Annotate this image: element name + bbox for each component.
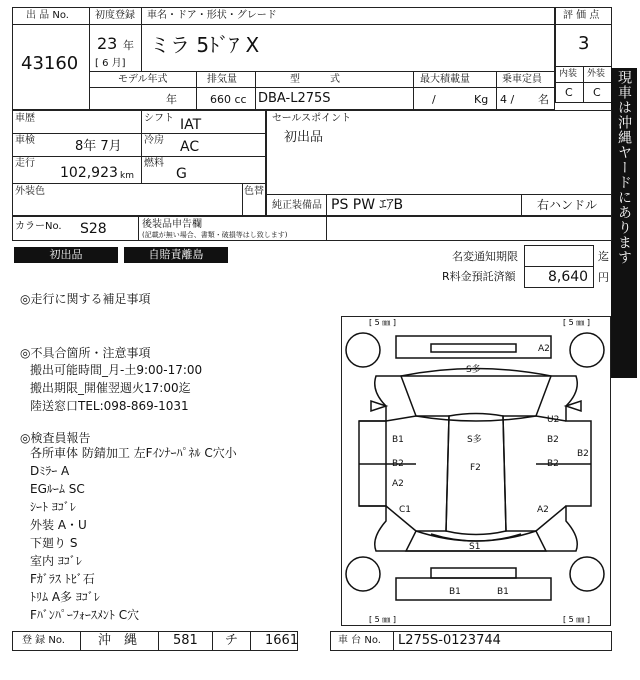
exterior-grade: C xyxy=(593,86,601,99)
mark-f2: F2 xyxy=(470,463,481,473)
first-listing-badge: 初出品 xyxy=(14,247,118,263)
mark-b1-rear-left: B1 xyxy=(449,587,461,597)
max-load-unit: Kg xyxy=(474,93,489,106)
recycle-fee-value: 8,640 xyxy=(548,269,589,285)
sales-point-label: セールスポイント xyxy=(272,113,352,124)
tread-depth-label: [ 5 ㎜ ] xyxy=(563,318,590,327)
notice-deadline-label: 名変通知期限 xyxy=(452,250,518,263)
inspector-line: 下廻り S xyxy=(30,536,78,550)
mileage-value: 102,923 xyxy=(60,165,118,181)
mileage-unit: km xyxy=(120,171,134,181)
mark-s-multi-roof: S多 xyxy=(467,435,482,445)
score-value: 3 xyxy=(578,33,590,54)
aftermarket-note: (記載が無い場合、書類・破損等はし致します) xyxy=(142,231,288,239)
mark-s1: S1 xyxy=(469,542,481,552)
capacity-label: 乗車定員 xyxy=(502,74,542,85)
interior-label: 内装 xyxy=(559,69,578,79)
mark-b2-right-door: B2 xyxy=(547,435,559,445)
color-no-value: S28 xyxy=(80,221,107,237)
recolor-label: 色替 xyxy=(244,186,264,197)
mark-b2-right-edge: B2 xyxy=(577,449,589,459)
interior-grade: C xyxy=(565,86,573,99)
chassis-no: L275S-0123744 xyxy=(398,633,501,648)
chassis-no-label: 車 台 No. xyxy=(338,635,381,646)
inspector-line: Fﾊﾞﾝﾊﾟｰﾌｫｰｽﾒﾝﾄ C穴 xyxy=(30,608,140,622)
liability-badge: 自賠責離島 xyxy=(124,247,228,263)
inspector-line: EGﾙｰﾑ SC xyxy=(30,482,85,496)
type-value: DBA-L275S xyxy=(258,91,331,106)
displacement-label: 排気量 xyxy=(207,74,237,85)
cooler-label: 冷房 xyxy=(144,135,164,146)
car-name-label: 車名・ドア・形状・グレード xyxy=(147,10,277,21)
mark-a2-left: A2 xyxy=(392,479,404,489)
aftermarket-label: 後装品申告欄 xyxy=(142,219,202,230)
inspection-value: 8年 7月 xyxy=(75,139,122,154)
front-bumper xyxy=(396,336,551,358)
exterior-label: 外装 xyxy=(587,69,606,79)
inspector-title: ◎検査員報告 xyxy=(20,431,91,445)
shift-label: シフト xyxy=(144,113,174,124)
roof xyxy=(446,414,506,535)
shift-value: IAT xyxy=(180,117,202,133)
notice-deadline-unit: 迄 xyxy=(598,250,609,263)
mark-b2-right-rear: B2 xyxy=(547,459,559,469)
first-reg-year-unit: 年 xyxy=(123,39,134,52)
defect-line: 搬出期限_開催翌週火17:00迄 xyxy=(30,381,191,395)
first-reg-label: 初度登録 xyxy=(95,10,135,21)
sales-point-value: 初出品 xyxy=(284,130,324,145)
mark-b1-rear-right: B1 xyxy=(497,587,509,597)
inspector-line: 室内 ﾖｺﾞﾚ xyxy=(30,554,82,568)
inspector-line: 各所車体 防錆加工 左Fｲﾝﾅｰﾊﾟﾈﾙ C穴小 xyxy=(30,446,237,460)
type-label: 型 式 xyxy=(290,74,340,85)
mark-a2-right: A2 xyxy=(537,505,549,515)
tread-depth-label: [ 5 ㎜ ] xyxy=(369,318,396,327)
reg-no-label: 登 録 No. xyxy=(22,635,65,646)
model-year-label: モデル年式 xyxy=(118,74,168,85)
mark-a2-front-bumper: A2 xyxy=(538,344,550,354)
wheel-rear-right xyxy=(570,557,604,591)
defect-line: 陸送窓口TEL:098-869-1031 xyxy=(30,399,189,413)
reg-class: 581 xyxy=(173,633,198,648)
cooler-value: AC xyxy=(180,139,200,155)
score-label: 評 価 点 xyxy=(563,10,600,21)
mileage-label: 走行 xyxy=(15,158,35,169)
supplement-title: ◎走行に関する補足事項 xyxy=(20,292,151,306)
inspection-label: 車検 xyxy=(15,135,35,146)
details-left-box xyxy=(12,110,266,216)
inspector-line: Fｶﾞﾗｽ ﾄﾋﾞ石 xyxy=(30,572,95,586)
capacity-unit: 名 xyxy=(538,93,549,106)
capacity-value: 4 / xyxy=(500,93,515,106)
defects-title: ◎不具合箇所・注意事項 xyxy=(20,346,151,360)
recycle-fee-label: R料金預託済額 xyxy=(442,270,516,283)
yard-notice-banner: 現車は沖縄ヤードにあります xyxy=(611,68,637,378)
lot-number: 43160 xyxy=(21,53,79,74)
tread-depth-label: [ 5 ㎜ ] xyxy=(369,615,396,624)
inspector-line: Dﾐﾗｰ A xyxy=(30,464,70,478)
color-no-label: カラーNo. xyxy=(15,221,62,232)
recycle-fee-unit: 円 xyxy=(598,271,609,284)
mark-b1-left: B1 xyxy=(392,435,404,445)
mark-s-multi-hood: S多 xyxy=(466,365,481,375)
reg-kana: チ xyxy=(225,633,239,648)
mark-b2-left: B2 xyxy=(392,459,404,469)
mark-u2: U2 xyxy=(547,415,560,425)
inspector-line: ｼｰﾄ ﾖｺﾞﾚ xyxy=(30,500,76,514)
equipment-label: 純正装備品 xyxy=(272,200,322,211)
wheel-front-right xyxy=(570,333,604,367)
ext-color-label: 外装色 xyxy=(15,186,45,197)
first-reg-month: [ 6 月] xyxy=(95,58,126,69)
wheel-rear-left xyxy=(346,557,380,591)
lot-no-label: 出 品 No. xyxy=(26,10,69,21)
inspector-line: ﾄﾘﾑ A多 ﾖｺﾞﾚ xyxy=(30,590,100,604)
fuel-label: 燃料 xyxy=(144,158,164,169)
max-load-value: / xyxy=(432,93,436,106)
car-diagram xyxy=(341,316,611,626)
handle-value: 右ハンドル xyxy=(537,198,598,212)
mark-c1: C1 xyxy=(399,505,412,515)
car-name: ミラ 5ﾄﾞｱ X xyxy=(150,33,260,57)
inspector-line: 外装 A・U xyxy=(30,518,87,532)
wheel-front-left xyxy=(346,333,380,367)
displacement-value: 660 cc xyxy=(210,93,247,106)
defect-line: 搬出可能時間_月-土9:00-17:00 xyxy=(30,363,203,377)
reg-number: 1661 xyxy=(265,633,299,648)
fuel-value: G xyxy=(176,166,187,182)
tread-depth-label: [ 5 ㎜ ] xyxy=(563,615,590,624)
reg-area: 沖 縄 xyxy=(98,633,138,648)
equipment-value: PS PW ｴｱB xyxy=(331,197,404,213)
history-label: 車歴 xyxy=(15,113,35,124)
model-year-unit: 年 xyxy=(166,93,177,106)
rear-bumper xyxy=(396,578,551,600)
first-reg-year: 23 xyxy=(97,34,118,53)
notice-deadline-box xyxy=(524,245,594,267)
max-load-label: 最大積載量 xyxy=(420,74,470,85)
